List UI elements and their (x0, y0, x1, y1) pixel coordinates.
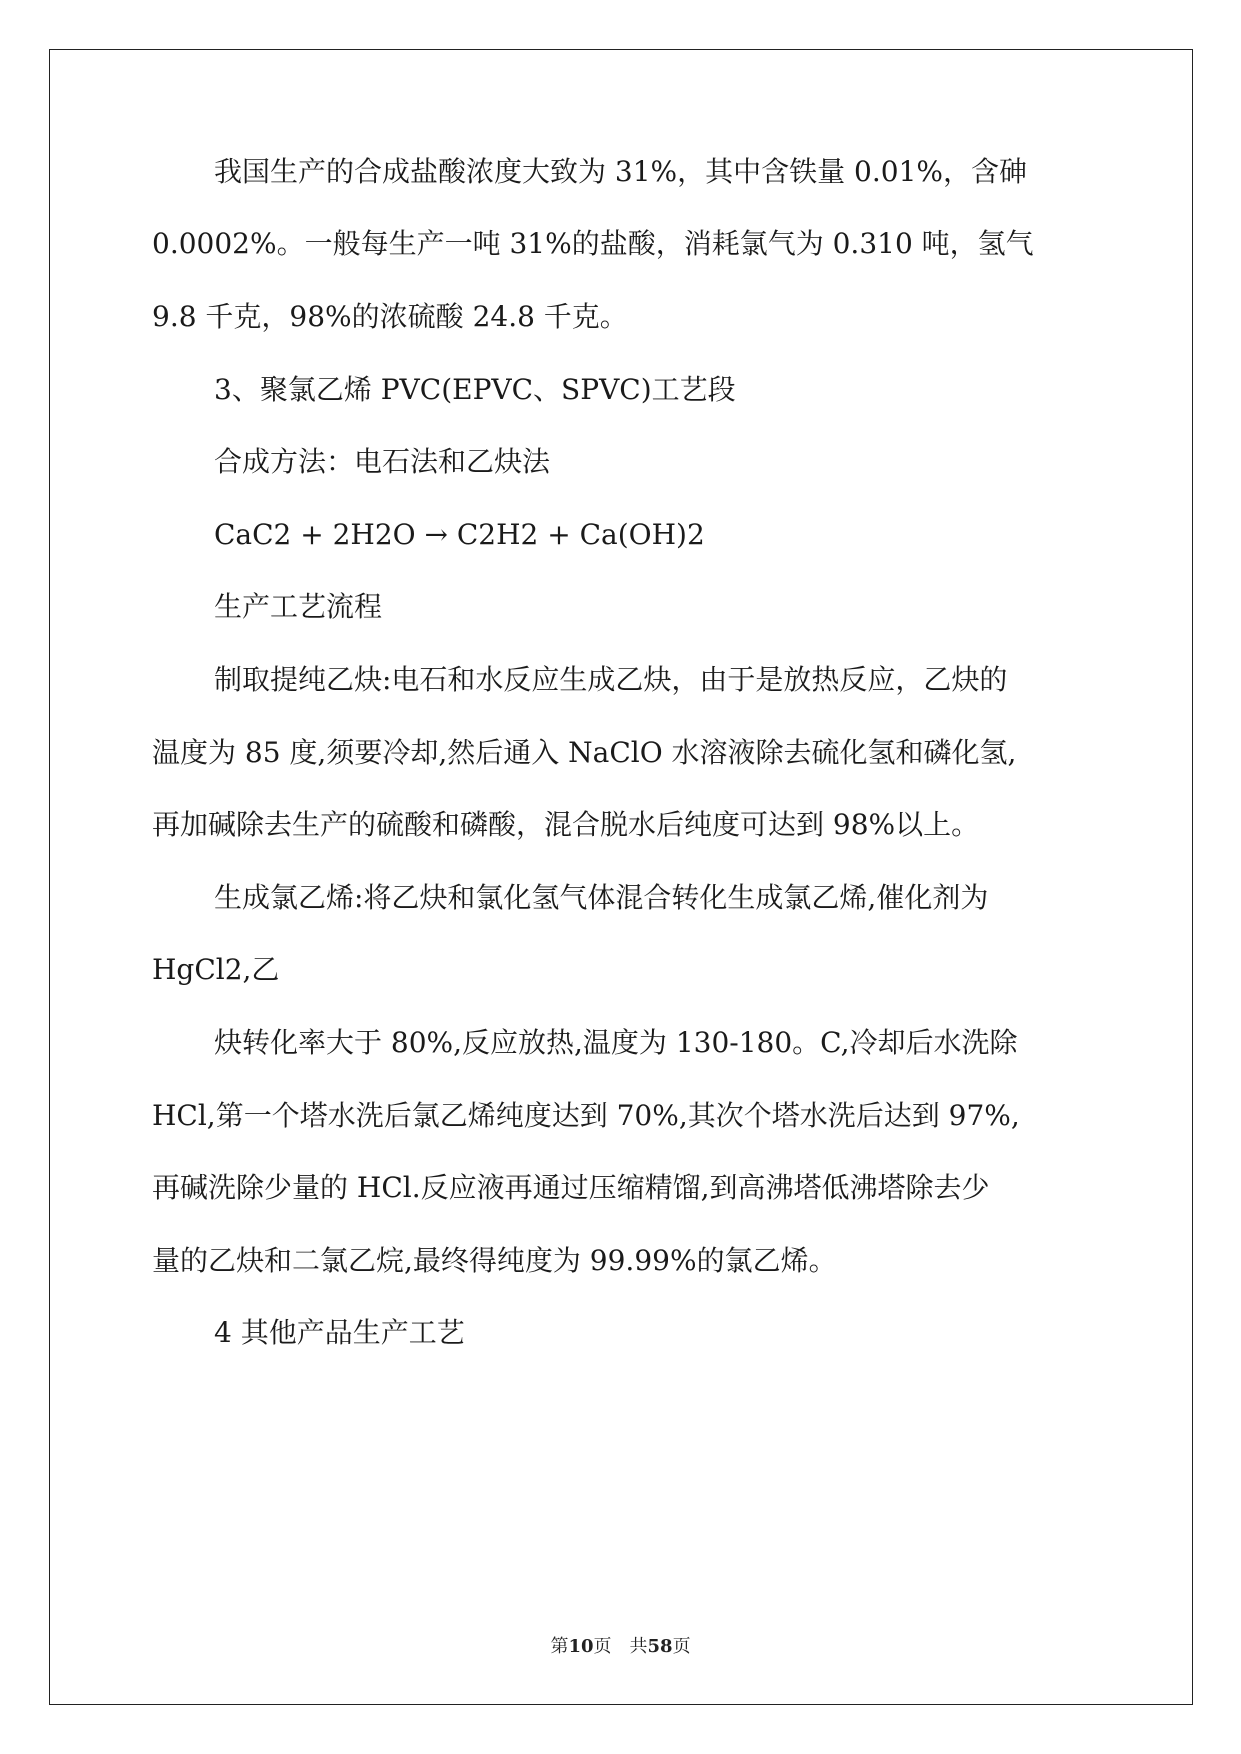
subheading: 生产工艺流程 (214, 590, 383, 623)
page-footer (0, 1632, 1241, 1658)
paragraph-line: 再加碱除去生产的硫酸和磷酸，混合脱水后纯度可达到 98%以上。 (152, 808, 980, 841)
paragraph-line: 我国生产的合成盐酸浓度大致为 31%，其中含铁量 0.01%，含砷 (214, 155, 1027, 188)
paragraph-line: HgCl2,乙 (152, 953, 280, 986)
current-page-number: 10 (568, 1636, 594, 1657)
paragraph-line: 再碱洗除少量的 HCl.反应液再通过压缩精馏,到高沸塔低沸塔除去少 (152, 1171, 990, 1204)
paragraph-line: 量的乙炔和二氯乙烷,最终得纯度为 99.99%的氯乙烯。 (152, 1244, 837, 1277)
paragraph-line: 制取提纯乙炔:电石和水反应生成乙炔，由于是放热反应，乙炔的 (214, 663, 1008, 696)
footer-prefix: 第 (550, 1636, 569, 1657)
paragraph-line: 0.0002%。一般每生产一吨 31%的盐酸，消耗氯气为 0.310 吨，氢气 (152, 227, 1034, 260)
paragraph-line: 合成方法：电石法和乙炔法 (214, 445, 551, 478)
page-border (49, 49, 1193, 1705)
paragraph-line: 9.8 千克，98%的浓硫酸 24.8 千克。 (152, 300, 628, 333)
paragraph-line: 生成氯乙烯:将乙炔和氯化氢气体混合转化生成氯乙烯,催化剂为 (214, 881, 989, 914)
section-heading: 4 其他产品生产工艺 (214, 1316, 465, 1349)
footer-suffix: 页 (672, 1636, 691, 1657)
footer-mid: 页 共 (593, 1636, 648, 1657)
paragraph-line: HCl,第一个塔水洗后氯乙烯纯度达到 70%,其次个塔水洗后达到 97%, (152, 1099, 1020, 1132)
section-heading: 3、聚氯乙烯 PVC(EPVC、SPVC)工艺段 (214, 373, 736, 406)
paragraph-line: 炔转化率大于 80%,反应放热,温度为 130-180。C,冷却后水洗除 (214, 1026, 1018, 1059)
paragraph-line: 温度为 85 度,须要冷却,然后通入 NaClO 水溶液除去硫化氢和磷化氢, (152, 736, 1017, 769)
total-pages-number: 58 (647, 1636, 673, 1657)
chemical-equation: CaC2 + 2H2O → C2H2 + Ca(OH)2 (214, 518, 705, 551)
